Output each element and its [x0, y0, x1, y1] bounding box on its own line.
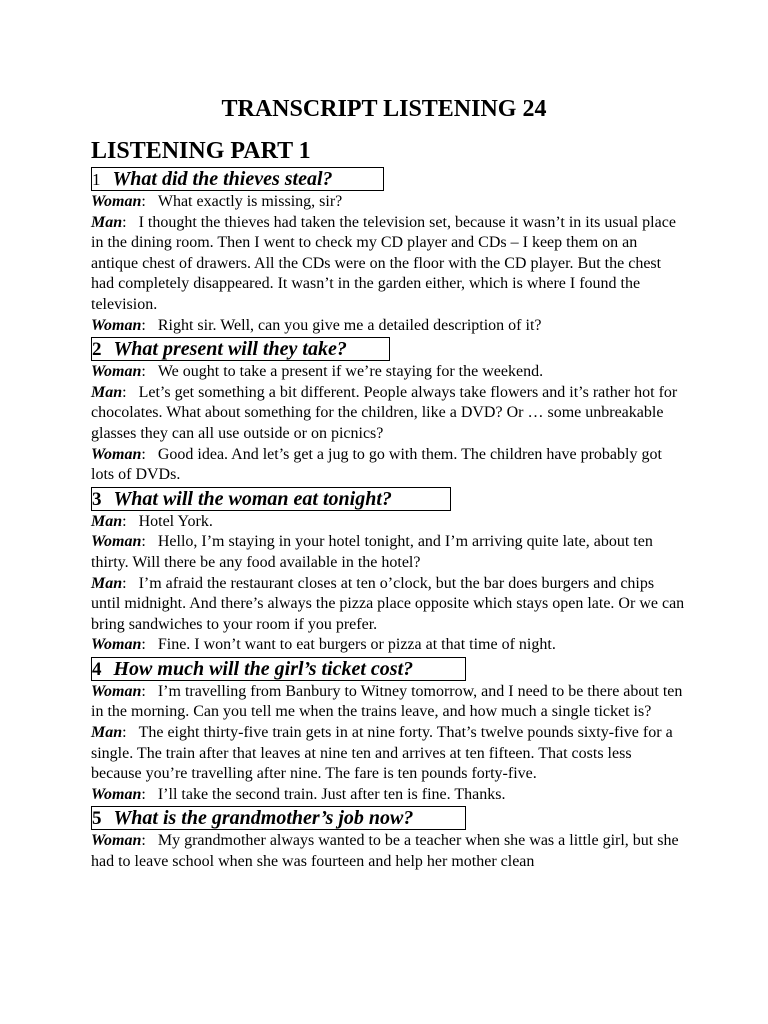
dialogue-line: Woman: Hello, I’m staying in your hotel tonight, and I’m arriving quite late, about ten thirty. Will there be any food available in the hotel?	[91, 533, 653, 571]
speaker-label: Man	[91, 512, 123, 530]
speaker-label: Woman	[91, 533, 142, 551]
question-box	[91, 167, 384, 191]
question-section	[91, 336, 686, 486]
transcript-content	[91, 166, 686, 873]
speaker-label: Man	[91, 383, 123, 401]
document-title: TRANSCRIPT LISTENING 24	[221, 96, 547, 122]
speaker-label: Man	[91, 724, 123, 742]
question-number: 1	[92, 170, 101, 189]
dialogue-text: Let’s get something a bit different. People always take flowers and it’s rather hot for chocolates. What about something for the children, like a DVD? Or … some unbreakable glasses they can all use outside or on picnics?	[91, 383, 678, 442]
dialogue-text: I’m travelling from Banbury to Witney tomorrow, and I need to be there about ten in the morning. Can you tell me when the trains leave, and how much a single ticket is?	[91, 682, 683, 721]
speaker-label: Woman	[91, 445, 142, 463]
dialogue-text: We ought to take a present if we’re staying for the weekend.	[157, 363, 544, 381]
dialogue-text: Right sir. Well, can you give me a detailed description of it?	[157, 316, 542, 334]
dialogue-text: Good idea. And let’s get a jug to go with them. The children have probably got lots of DVDs.	[91, 445, 662, 484]
dialogue-text: I’ll take the second train. Just after ten is fine. Thanks.	[157, 785, 506, 803]
dialogue-line: Man: I thought the thieves had taken the television set, because it wasn’t in its usual place in the dining room. Then I went to check my CD player and CDs – I keep them on an antique chest of drawers. All the CDs were on the floor with the CD player. But the chest had completely disappeared. It wasn’t in the garden either, which is where I found the television.	[91, 213, 676, 313]
dialogue-line: Man: Hotel York.	[91, 512, 213, 530]
question-text: What present will they take?	[113, 338, 347, 361]
question-number: 5	[92, 808, 102, 830]
dialogue-text: What exactly is missing, sir?	[157, 193, 343, 210]
dialogue-line: Man: The eight thirty-five train gets in at nine forty. That’s twelve pounds sixty-five for a single. The train after that leaves at nine ten and arrives at ten fifteen. That costs less because you’re travelling after nine. The fare is ten pounds forty-five.	[91, 724, 673, 783]
dialogue-line: Man: I’m afraid the restaurant closes at ten o’clock, but the bar does burgers and chips until midnight. And there’s always the pizza place opposite which stays open late. Or we can bring sandwiches to your room if you prefer.	[91, 574, 685, 633]
speaker-label: Man	[91, 213, 123, 231]
speaker-label: Woman	[91, 636, 142, 654]
question-text: How much will the girl’s ticket cost?	[113, 657, 414, 680]
dialogue-text: My grandmother always wanted to be a teacher when she was a little girl, but she had to leave school when she was fourteen and help her mother clean	[91, 832, 679, 871]
question-section	[91, 166, 686, 336]
dialogue-line: Woman: My grandmother always wanted to be a teacher when she was a little girl, but she had to leave school when she was fourteen and help her mother clean	[91, 832, 679, 871]
question-box	[91, 487, 451, 511]
question-box	[91, 806, 466, 830]
dialogue-line: Woman: Good idea. And let’s get a jug to go with them. The children have probably got lots of DVDs.	[91, 445, 662, 484]
question-box	[91, 657, 466, 681]
dialogue-text: I’m afraid the restaurant closes at ten o’clock, but the bar does burgers and chips until midnight. And there’s always the pizza place opposite which stays open late. Or we can bring sandwiches to your room if you prefer.	[91, 574, 685, 633]
part-heading: LISTENING PART 1	[91, 138, 311, 164]
dialogue-text: Hello, I’m staying in your hotel tonight, and I’m arriving quite late, about ten thirty. Will there be any food available in the hotel?	[91, 533, 653, 571]
dialogue-text: Hotel York.	[138, 512, 213, 530]
question-text: What will the woman eat tonight?	[113, 487, 392, 510]
question-text: What did the thieves steal?	[112, 168, 333, 190]
dialogue-line: Man: Let’s get something a bit different. People always take flowers and it’s rather hot for chocolates. What about something for the children, like a DVD? Or … some unbreakable glasses they can all use outside or on picnics?	[91, 383, 678, 442]
speaker-label: Woman	[91, 363, 142, 381]
question-section	[91, 656, 686, 806]
question-text: What is the grandmother’s job now?	[113, 807, 414, 830]
question-number: 3	[92, 488, 102, 510]
speaker-label: Woman	[91, 682, 142, 700]
dialogue-text: The eight thirty-five train gets in at nine forty. That’s twelve pounds sixty-five for a single. The train after that leaves at nine ten and arrives at ten fifteen. That costs less because you’re travelling after nine. The fare is ten pounds forty-five.	[91, 724, 673, 783]
dialogue-line: Woman: We ought to take a present if we’re staying for the weekend.	[91, 363, 544, 381]
speaker-label: Woman	[91, 832, 142, 850]
question-number: 2	[92, 339, 102, 361]
question-section	[91, 486, 686, 656]
dialogue-line: Woman: Right sir. Well, can you give me a detailed description of it?	[91, 316, 542, 334]
dialogue-line: Woman: I’ll take the second train. Just after ten is fine. Thanks.	[91, 785, 506, 803]
speaker-label: Woman	[91, 316, 142, 334]
speaker-label: Woman	[91, 785, 142, 803]
dialogue-line: Woman: What exactly is missing, sir?	[91, 193, 343, 210]
speaker-label: Woman	[91, 193, 142, 210]
speaker-label: Man	[91, 574, 123, 592]
dialogue-line: Woman: Fine. I won’t want to eat burgers or pizza at that time of night.	[91, 636, 556, 654]
dialogue-line: Woman: I’m travelling from Banbury to Witney tomorrow, and I need to be there about ten in the morning. Can you tell me when the trains leave, and how much a single ticket is?	[91, 682, 683, 721]
question-section	[91, 805, 686, 872]
dialogue-text: I thought the thieves had taken the television set, because it wasn’t in its usual place in the dining room. Then I went to check my CD player and CDs – I keep them on an antique chest of drawers. All the CDs were on the floor with the CD player. But the chest had completely disappeared. It wasn’t in the garden either, which is where I found the television.	[91, 213, 676, 313]
dialogue-text: Fine. I won’t want to eat burgers or pizza at that time of night.	[157, 636, 556, 654]
question-box	[91, 337, 390, 361]
question-number: 4	[92, 658, 102, 680]
